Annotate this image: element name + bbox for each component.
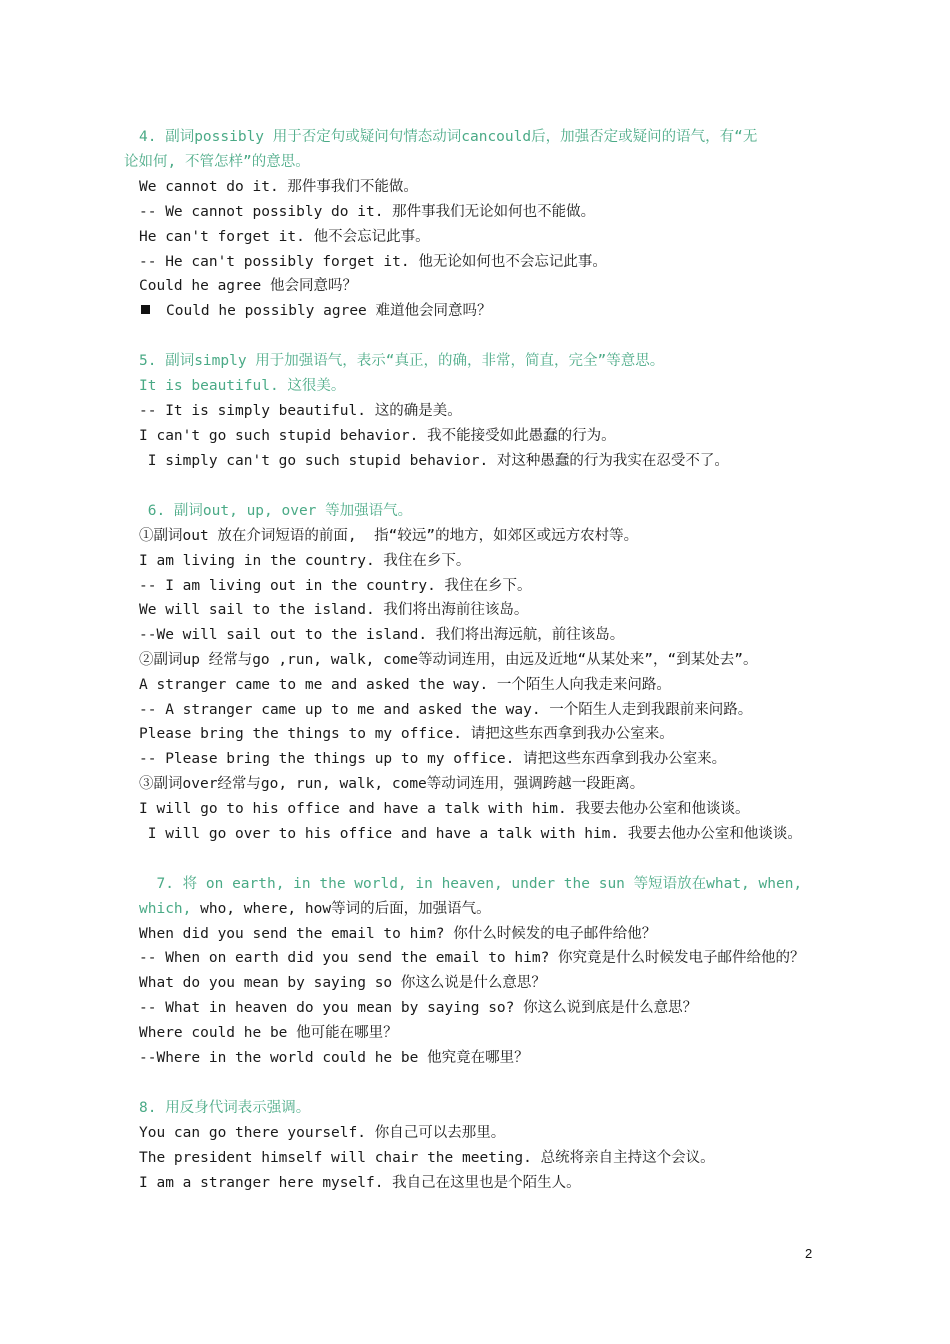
example-line: Could he agree 他会同意吗？ xyxy=(139,278,357,294)
example-line: A stranger came to me and asked the way. 一个陌生人向我走来问路。 xyxy=(139,677,671,693)
bullet-example-line xyxy=(139,301,492,321)
section-4-heading-cont: 论如何, 不管怎样”的意思。 xyxy=(124,154,310,170)
example-line: -- What in heaven do you mean by saying so? 你这么说到底是什么意思？ xyxy=(139,1000,698,1016)
heading-green-part: which, xyxy=(139,901,192,917)
example-line: When did you send the email to him? 你什么时候发的电子邮件给他？ xyxy=(139,926,657,942)
example-line: -- It is simply beautiful. 这的确是美。 xyxy=(139,403,462,419)
example-line: -- Please bring the things up to my office. 请把这些东西拿到我办公室来。 xyxy=(139,751,727,767)
example-line: I can't go such stupid behavior. 我不能接受如此愚蠢的行为。 xyxy=(139,428,616,444)
example-line: -- When on earth did you send the email to him? 你究竟是什么时候发电子邮件给他的？ xyxy=(139,950,805,966)
sub-point-line: ①副词out 放在介词短语的前面, 指“较远”的地方，如郊区或远方农村等。 xyxy=(139,528,639,544)
section-6-heading: 6. 副词out, up, over 等加强语气。 xyxy=(139,503,413,519)
example-line: I will go to his office and have a talk with him. 我要去他办公室和他谈谈。 xyxy=(139,801,750,817)
example-line: Please bring the things to my office. 请把这些东西拿到我办公室来。 xyxy=(139,726,674,742)
example-line: I simply can't go such stupid behavior. 对这种愚蠢的行为我实在忍受不了。 xyxy=(139,453,729,469)
example-line: I will go over to his office and have a talk with him. 我要去他办公室和他谈谈。 xyxy=(139,826,802,842)
bullet-text: Could he possibly agree 难道他会同意吗？ xyxy=(166,303,492,319)
section-5-heading: 5. 副词simply 用于加强语气，表示“真正，的确，非常，简直，完全”等意思。 xyxy=(139,353,665,369)
example-line: The president himself will chair the meeting. 总统将亲自主持这个会议。 xyxy=(139,1150,715,1166)
section-4-heading: 4. 副词possibly 用于否定句或疑问句情态动词cancould后，加强否定或疑问的语气，有“无 xyxy=(139,129,758,145)
example-line: I am a stranger here myself. 我自己在这里也是个陌生人。 xyxy=(139,1175,581,1191)
example-line: He can't forget it. 他不会忘记此事。 xyxy=(139,229,430,245)
section-7-heading-cont xyxy=(139,899,491,919)
page-number: 2 xyxy=(805,1246,813,1261)
example-line-green: It is beautiful. 这很美。 xyxy=(139,378,346,394)
example-line: We will sail to the island. 我们将出海前往该岛。 xyxy=(139,602,529,618)
section-7-heading: 7. 将 on earth, in the world, in heaven, under the sun 等短语放在what, when, xyxy=(139,876,803,892)
square-bullet-icon xyxy=(141,305,150,314)
example-line: What do you mean by saying so 你这么说是什么意思？ xyxy=(139,975,546,991)
example-line: -- I am living out in the country. 我住在乡下。 xyxy=(139,578,532,594)
example-line: You can go there yourself. 你自己可以去那里。 xyxy=(139,1125,506,1141)
example-line: -- A stranger came up to me and asked the way. 一个陌生人走到我跟前来问路。 xyxy=(139,702,753,718)
sub-point-line: ③副词over经常与go, run, walk, come等动词连用，强调跨越一段距离。 xyxy=(139,776,645,792)
example-line: -- We cannot possibly do it. 那件事我们无论如何也不能做。 xyxy=(139,204,596,220)
example-line: -- He can't possibly forget it. 他无论如何也不会忘记此事。 xyxy=(139,254,607,270)
sub-point-line: ②副词up 经常与go ,run, walk, come等动词连用，由远及近地“从某处来”，“到某处去”。 xyxy=(139,652,758,668)
example-line: --Where in the world could he be 他究竟在哪里？ xyxy=(139,1050,529,1066)
example-line: We cannot do it. 那件事我们不能做。 xyxy=(139,179,418,195)
example-line: Where could he be 他可能在哪里？ xyxy=(139,1025,398,1041)
section-8-heading: 8. 用反身代词表示强调。 xyxy=(139,1100,311,1116)
example-line: I am living in the country. 我住在乡下。 xyxy=(139,553,471,569)
example-line: --We will sail out to the island. 我们将出海远航，前往该岛。 xyxy=(139,627,625,643)
heading-rest: who, where, how等词的后面，加强语气。 xyxy=(191,901,491,917)
